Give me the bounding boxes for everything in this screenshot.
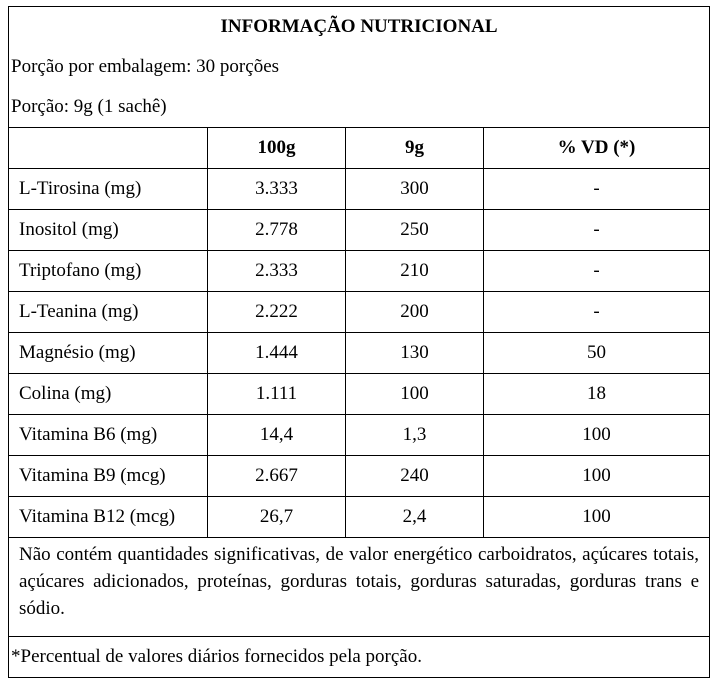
- nutrient-name: Inositol (mg): [9, 210, 208, 251]
- table-row: [9, 169, 710, 210]
- table-row: [9, 415, 710, 456]
- note-text: Não contém quantidades significativas, de valor energético carboidratos, açúcares totais, açúcares adicionados, proteínas, gorduras totais, gorduras saturadas, gorduras trans e sódio.: [9, 538, 710, 637]
- value-vd: 18: [484, 374, 710, 415]
- value-100g: 1.111: [208, 374, 346, 415]
- value-9g: 210: [346, 251, 484, 292]
- value-9g: 250: [346, 210, 484, 251]
- table-title: INFORMAÇÃO NUTRICIONAL: [9, 7, 710, 48]
- value-9g: 130: [346, 333, 484, 374]
- nutrition-table: [8, 6, 710, 678]
- nutrient-name: L-Tirosina (mg): [9, 169, 208, 210]
- value-100g: 3.333: [208, 169, 346, 210]
- footnote: *Percentual de valores diários fornecidos pela porção.: [9, 637, 710, 678]
- value-vd: 100: [484, 456, 710, 497]
- value-100g: 26,7: [208, 497, 346, 538]
- value-9g: 200: [346, 292, 484, 333]
- column-header-9g: 9g: [346, 128, 484, 169]
- value-100g: 2.222: [208, 292, 346, 333]
- value-vd: 100: [484, 497, 710, 538]
- value-100g: 1.444: [208, 333, 346, 374]
- nutrient-name: Triptofano (mg): [9, 251, 208, 292]
- value-vd: -: [484, 292, 710, 333]
- value-9g: 2,4: [346, 497, 484, 538]
- value-vd: 100: [484, 415, 710, 456]
- value-9g: 100: [346, 374, 484, 415]
- value-vd: 50: [484, 333, 710, 374]
- serving-size: Porção: 9g (1 sachê): [9, 87, 710, 128]
- nutrient-name: Vitamina B9 (mcg): [9, 456, 208, 497]
- table-row: [9, 456, 710, 497]
- value-9g: 240: [346, 456, 484, 497]
- column-header-row: [9, 128, 710, 169]
- nutrient-name: Vitamina B6 (mg): [9, 415, 208, 456]
- table-row: [9, 497, 710, 538]
- value-100g: 14,4: [208, 415, 346, 456]
- nutrient-name: Colina (mg): [9, 374, 208, 415]
- value-100g: 2.778: [208, 210, 346, 251]
- value-vd: -: [484, 169, 710, 210]
- value-100g: 2.333: [208, 251, 346, 292]
- table-row: [9, 210, 710, 251]
- nutrient-name: Magnésio (mg): [9, 333, 208, 374]
- column-header-nutrient: [9, 128, 208, 169]
- table-row: [9, 251, 710, 292]
- value-9g: 300: [346, 169, 484, 210]
- table-row: [9, 292, 710, 333]
- value-100g: 2.667: [208, 456, 346, 497]
- value-vd: -: [484, 251, 710, 292]
- table-row: [9, 374, 710, 415]
- column-header-100g: 100g: [208, 128, 346, 169]
- servings-per-package: Porção por embalagem: 30 porções: [9, 47, 710, 87]
- nutrient-name: L-Teanina (mg): [9, 292, 208, 333]
- value-vd: -: [484, 210, 710, 251]
- value-9g: 1,3: [346, 415, 484, 456]
- nutrient-name: Vitamina B12 (mcg): [9, 497, 208, 538]
- table-row: [9, 333, 710, 374]
- column-header-vd: % VD (*): [484, 128, 710, 169]
